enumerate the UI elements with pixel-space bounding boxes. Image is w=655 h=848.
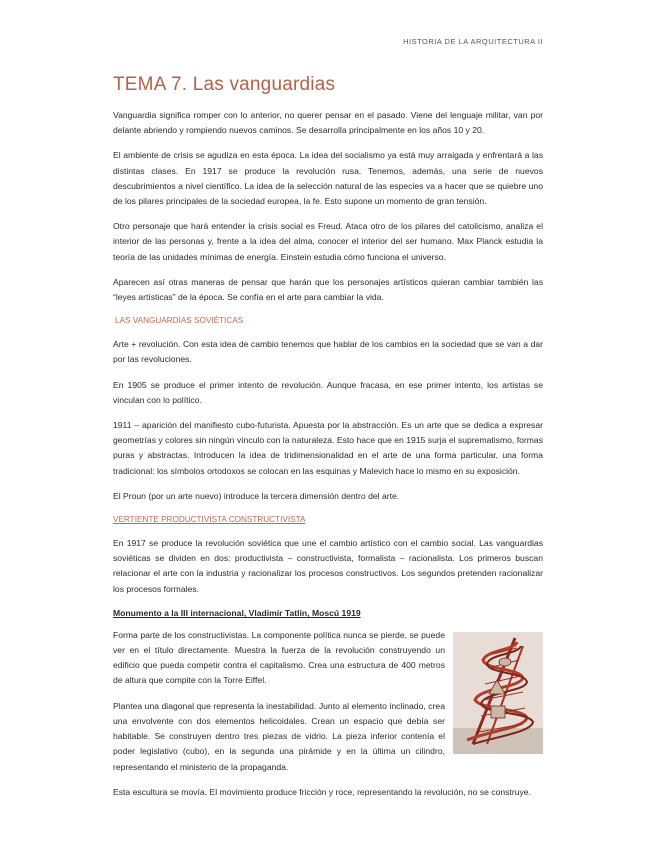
paragraph: El ambiente de crisis se agudiza en esta época. La idea del socialismo ya está muy arraigada y enfrentará a las distintas clases. En 1917 se produce la revolución rusa. Tenemos, además, una serie de nuevos descubrimientos a nivel científico. La idea de la selección natural de las especies va a hacer que se quiebre uno de los pilares principales de la sociedad europea, la fe. Esto supone un momento de gran tensión. [113, 150, 543, 207]
running-header: HISTORIA DE LA ARQUITECTURA II [403, 37, 543, 46]
paragraph: Esta escultura se movía. El movimiento produce fricción y roce, representando la revolución, no se construye. [113, 786, 531, 797]
monument-block [113, 628, 543, 785]
paragraph: Otro personaje que hará entender la crisis social es Freud. Ataca otro de los pilares del catolicismo, analiza el interior de las personas y, frente a la idea del alma, conocer el interior del ser humano. Max Planck estudia la teoría de las unidades mínimas de energía. Einstein estudia cómo funciona el universo. [113, 221, 543, 262]
page-title: TEMA 7. Las vanguardias [113, 74, 336, 95]
section-heading-productivista: VERTIENTE PRODUCTIVISTA CONSTRUCTIVISTA [113, 515, 306, 525]
section-heading-vanguardias-sovieticas: LAS VANGUARDIAS SOVIÉTICAS [115, 316, 244, 326]
paragraph: Arte + revolución. Con esta idea de cambio tenemos que hablar de los cambios en la sociedad que se van a dar por las revoluciones. [113, 339, 543, 365]
monument-subheading: Monumento a la III internacional, Vladimir Tatlin, Moscú 1919 [113, 607, 361, 618]
paragraph: Vanguardia significa romper con lo anterior, no querer pensar en el pasado. Viene del lenguaje militar, van por delante abriendo y rompiendo nuevos caminos. Se desarrolla principalmente en los años 10 y 20. [113, 110, 543, 136]
paragraph: En 1905 se produce el primer intento de revolución. Aunque fracasa, en ese primer intento, los artistas se vinculan con lo político. [113, 379, 543, 405]
tatlin-tower-model-photo [453, 632, 543, 754]
paragraph: Aparecen así otras maneras de pensar que harán que los personajes artísticos quieran cambiar también las “leyes artísticas” de la época. Se confía en el arte para cambiar la vida. [113, 276, 543, 303]
document-body [113, 74, 543, 810]
paragraph: Plantea una diagonal que representa la inestabilidad. Junto al elemento inclinado, crea una envolvente con dos elementos helicoidales. Crean un espacio que debía ser habitable. Se construyen dentro tres piezas de vidrio. La pieza inferior contenía el poder legislativo (cubo), en la segunda una pirámide y en la última un cilindro, representando el ministerio de la propaganda. [113, 700, 445, 772]
paragraph: Forma parte de los constructivistas. La componente política nunca se pierde, se puede ver en el título directamente. Muestra la fuerza de la revolución construyendo un edificio que pueda competir contra el capitalismo. Crea una estructura de 400 metros de altura que compite con la Torre Eiffel. [113, 629, 445, 686]
paragraph: El Proun (por un arte nuevo) introduce la tercera dimensión dentro del arte. [113, 490, 400, 501]
tower-illustration-icon [453, 632, 543, 754]
paragraph: En 1917 se produce la revolución soviética que une el cambio artístico con el cambio social. Las vanguardias soviéticas se dividen en dos: productivista – constructivista, formalista – racionalista. Los primeros buscan relacionar el arte con la industria y racionalizar los procesos constructivos. Los segundos pretenden racionalizar los procesos formales. [113, 538, 543, 594]
paragraph: 1911 – aparición del manifiesto cubo-futurista. Apuesta por la abstracción. Es un arte que se dedica a expresar geometrías y colores sin ningún vínculo con la naturaleza. Esto hace que en 1915 surja el suprematismo, formas puras y abstractas. Introducen la idea de tridimensionalidad en el arte de una forma particular, una forma tradicional: los símbolos ortodoxos se colocan en las esquinas y Malevich hace lo mismo en su exposición. [113, 420, 543, 476]
